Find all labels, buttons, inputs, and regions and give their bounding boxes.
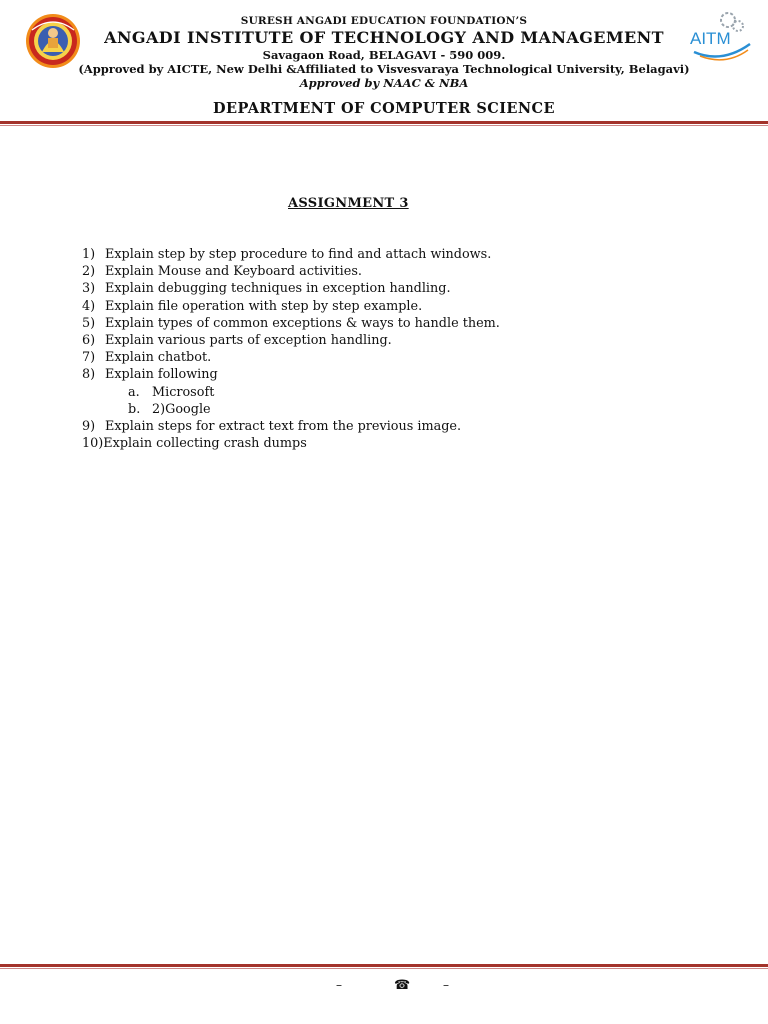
list-item — [82, 418, 500, 435]
question-number: 8) — [82, 367, 96, 383]
sub-item-text: 2)Google — [152, 401, 211, 417]
question-number: 2) — [82, 264, 96, 280]
question-number: 9) — [82, 418, 96, 434]
list-item — [82, 366, 500, 383]
phone-icon: ☎ — [394, 978, 411, 993]
list-item — [82, 332, 500, 349]
question-text: Explain Mouse and Keyboard activities. — [105, 264, 362, 280]
approval-line: (Approved by AICTE, New Delhi &Affiliated to Visvesvaraya Technological University, Belagavi) — [78, 62, 690, 76]
header-divider — [0, 121, 768, 124]
question-text: Explain collecting crash dumps — [103, 436, 307, 452]
question-text: Explain chatbot. — [105, 350, 212, 366]
list-item — [82, 280, 500, 297]
footer-divider — [0, 964, 768, 967]
department-name: DEPARTMENT OF COMPUTER SCIENCE — [213, 100, 555, 117]
question-number: 6) — [82, 332, 96, 348]
aitm-logo-text: AITM — [690, 29, 731, 48]
footer-divider-thin — [0, 968, 768, 969]
list-item — [82, 298, 500, 315]
list-item — [82, 263, 500, 280]
list-item — [82, 435, 500, 452]
question-number: 1) — [82, 247, 96, 262]
footer-dash-right: – — [443, 978, 449, 992]
sub-item-letter: b. — [128, 401, 141, 417]
accreditation-line: Approved by NAAC & NBA — [299, 76, 469, 90]
question-text: Explain steps for extract text from the previous image. — [105, 418, 462, 434]
sub-item-letter: a. — [128, 384, 140, 400]
question-text: Explain file operation with step by step example. — [105, 298, 423, 314]
question-text: Explain following — [105, 367, 218, 383]
question-text: Explain various parts of exception handling. — [105, 332, 392, 348]
sub-list-item — [82, 384, 500, 401]
sub-item-text: Microsoft — [152, 384, 215, 400]
list-item — [82, 315, 500, 332]
question-list — [82, 246, 500, 452]
question-text: Explain step by step procedure to find and attach windows. — [105, 247, 492, 262]
question-number: 7) — [82, 350, 96, 366]
list-item — [82, 246, 500, 263]
assignment-title: ASSIGNMENT 3 — [288, 196, 409, 211]
question-text: Explain debugging techniques in exception handling. — [105, 281, 451, 297]
header-divider-thin — [0, 125, 768, 126]
question-number: 4) — [82, 298, 96, 314]
footer-dash-left: – — [336, 978, 342, 992]
sub-list-item — [82, 401, 500, 418]
institute-address: Savagaon Road, BELAGAVI - 590 009. — [262, 48, 506, 62]
question-number: 5) — [82, 315, 96, 331]
question-number: 10) — [82, 436, 104, 452]
question-text: Explain types of common exceptions & ways to handle them. — [105, 315, 500, 331]
list-item — [82, 349, 500, 366]
institute-name: ANGADI INSTITUTE OF TECHNOLOGY AND MANAGEMENT — [104, 28, 664, 47]
footer-contact — [0, 978, 768, 998]
question-number: 3) — [82, 281, 96, 297]
foundation-name: SURESH ANGADI EDUCATION FOUNDATION’S — [240, 15, 528, 27]
